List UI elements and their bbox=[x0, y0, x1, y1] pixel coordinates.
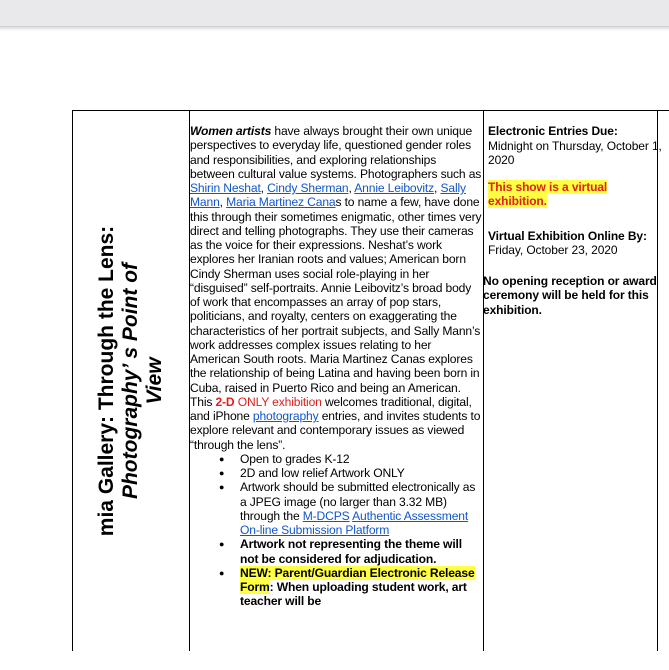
bullet-icon: ● bbox=[219, 539, 225, 550]
list-item: ● Artwork not representing the theme will not be considered for adjudication. bbox=[219, 537, 462, 566]
red-label-2d: 2-D bbox=[215, 394, 235, 409]
red-label-only: ONLY exhibition bbox=[234, 394, 322, 409]
list-item: ● 2D and low relief Artwork ONLY bbox=[219, 466, 405, 480]
exhibition-title bbox=[73, 111, 189, 651]
rules-list bbox=[190, 452, 483, 609]
no-reception-note: No opening reception or award ceremony will be held for this exhibition. bbox=[483, 273, 657, 317]
toolbar-shadow bbox=[0, 27, 669, 31]
link-cindy-sherman[interactable]: Cindy Sherman bbox=[267, 181, 349, 195]
description-cell bbox=[190, 124, 483, 609]
title-cell bbox=[73, 111, 189, 651]
highlight-release-form: NEW: Parent/Guardian Electronic Release Form bbox=[240, 565, 475, 594]
virtual-notice: This show is a virtual exhibition. bbox=[488, 179, 608, 208]
online-by-label: Virtual Exhibition Online By: bbox=[488, 228, 647, 243]
bullet-icon: ● bbox=[219, 453, 225, 464]
title-line-1: mia Gallery: Through the Lens: bbox=[95, 225, 118, 537]
bullet-icon: ● bbox=[219, 468, 225, 478]
list-item: ● NEW: Parent/Guardian Electronic Release Form: When uploading student work, art teacher will be bbox=[219, 565, 475, 609]
online-by-value: Friday, October 23, 2020 bbox=[488, 243, 618, 257]
link-sally-mann[interactable]: Sally Mann bbox=[190, 181, 466, 210]
description-paragraph: Women artists have always brought their own unique perspectives to everyday life, questioned gender roles and responsibilities, and exploring relationships between cultural value systems. Photographers such as Shirin Neshat, Cindy Sherman, Annie Leibovitz, Sally Mann, Maria Martinez Canas to name a few, have done this through their sometimes enigmatic, other times very direct and telling photographs. They use their cameras as the voice for their expressions. Neshat’s work explores her Iranian roots and values; American born Cindy Sherman uses social role-playing in her “disguised” self-portraits. Annie Leibovitz’s broad body of work that encompasses an array of pop stars, politicians, and royalty, centers on exaggerating the characteristics of her portrait subjects, and Sally Mann’s work addresses complex issues relating to her American South roots. Maria Martinez Canas explores the relationship of being Latina and having been born in Cuba, raised in Puerto Rico and being an American. This 2-D ONLY exhibition welcomes traditional, digital, and iPhone photography entries, and invites students to explore relevant and contemporary issues as viewed “through the lens”. bbox=[190, 124, 482, 452]
bullet-icon: ● bbox=[219, 567, 225, 578]
list-item: ● Artwork should be submitted electronically as a JPEG image (no larger than 3.32 MB) through the M-DCPS Authentic Assessment On-line Submission Platform bbox=[219, 480, 476, 537]
entries-due-value: Midnight on Thursday, October 1, 2020 bbox=[488, 138, 662, 167]
entries-due-label: Electronic Entries Due: bbox=[488, 124, 618, 138]
exhibition-table bbox=[72, 110, 669, 651]
lead-text: Women artists bbox=[190, 124, 272, 138]
list-item: ● Open to grades K-12 bbox=[219, 451, 350, 466]
link-mdcps[interactable]: M-DCPS bbox=[302, 508, 350, 523]
link-submission-platform[interactable]: Authentic Assessment On-line Submission Platform bbox=[240, 508, 469, 537]
link-shirin-neshat[interactable]: Shirin Neshat bbox=[190, 181, 261, 195]
title-line-2: Photography’ s Point of bbox=[119, 262, 142, 500]
browser-toolbar bbox=[0, 0, 669, 27]
link-photography[interactable]: photography bbox=[252, 409, 319, 423]
bullet-icon: ● bbox=[219, 482, 225, 493]
dates-cell bbox=[483, 124, 663, 317]
title-line-3: View bbox=[143, 357, 166, 405]
link-maria-martinez-canas[interactable]: Maria Martinez Cana bbox=[226, 195, 336, 210]
link-annie-leibovitz[interactable]: Annie Leibovitz bbox=[354, 181, 435, 195]
